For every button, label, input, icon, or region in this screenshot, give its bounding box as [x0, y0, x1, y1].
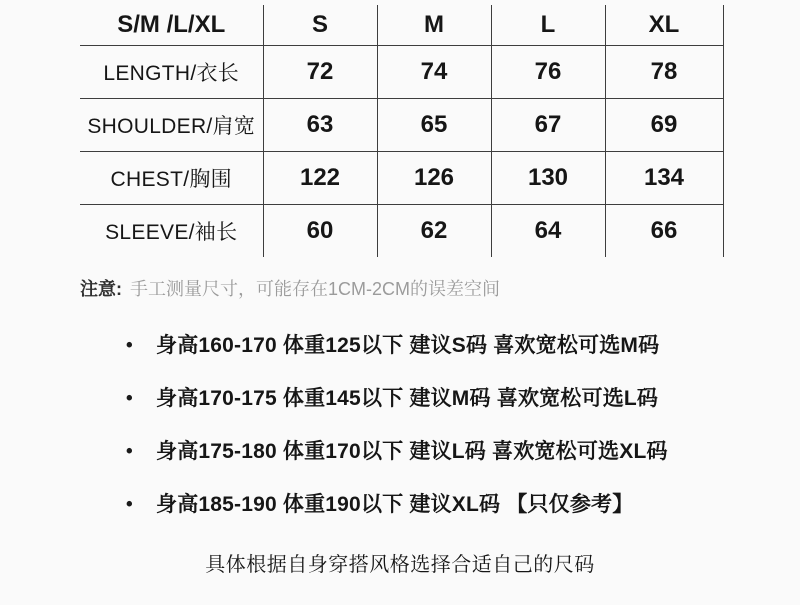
row-label-sleeve: SLEEVE/袖长	[80, 205, 263, 258]
bullet-icon: •	[126, 441, 133, 462]
bullet-icon: •	[126, 335, 133, 356]
table-header-row	[80, 5, 723, 46]
recommendation-text: 身高175-180 体重170以下 建议L码 喜欢宽松可选XL码	[156, 440, 668, 463]
size-value: 72	[263, 46, 377, 99]
footer-note: 具体根据自身穿搭风格选择合适自己的尺码	[205, 554, 595, 576]
recommendation-text: 身高170-175 体重145以下 建议M码 喜欢宽松可选L码	[156, 387, 659, 410]
column-header-s: S	[263, 5, 377, 46]
measurement-note	[80, 278, 800, 300]
bullet-icon: •	[126, 494, 133, 515]
size-value: 122	[263, 152, 377, 205]
size-value: 76	[491, 46, 605, 99]
recommendation-item	[126, 333, 800, 359]
row-label-shoulder: SHOULDER/肩宽	[80, 99, 263, 152]
note-prefix: 注意:	[80, 279, 122, 299]
row-label-chest: CHEST/胸围	[80, 152, 263, 205]
recommendation-item	[126, 492, 800, 518]
size-recommendation-list	[0, 333, 800, 518]
note-text: 手工测量尺寸，可能存在1CM-2CM的误差空间	[130, 279, 501, 299]
row-label-length: LENGTH/衣长	[80, 46, 263, 99]
recommendation-text: 身高185-190 体重190以下 建议XL码 【只仅参考】	[156, 493, 634, 516]
size-value: 78	[605, 46, 723, 99]
size-value: 69	[605, 99, 723, 152]
size-value: 60	[263, 205, 377, 258]
recommendation-text: 身高160-170 体重125以下 建议S码 喜欢宽松可选M码	[156, 334, 660, 357]
table-row-chest	[80, 152, 723, 205]
size-value: 64	[491, 205, 605, 258]
size-value: 134	[605, 152, 723, 205]
recommendation-item	[126, 439, 800, 465]
size-value: 74	[377, 46, 491, 99]
size-value: 66	[605, 205, 723, 258]
column-header-sizes: S/M /L/XL	[80, 5, 263, 46]
size-value: 130	[491, 152, 605, 205]
size-value: 65	[377, 99, 491, 152]
size-value: 63	[263, 99, 377, 152]
column-header-xl: XL	[605, 5, 723, 46]
column-header-m: M	[377, 5, 491, 46]
size-value: 67	[491, 99, 605, 152]
size-value: 62	[377, 205, 491, 258]
table-row-shoulder	[80, 99, 723, 152]
size-table	[80, 5, 724, 257]
recommendation-item	[126, 386, 800, 412]
column-header-l: L	[491, 5, 605, 46]
bullet-icon: •	[126, 388, 133, 409]
size-value: 126	[377, 152, 491, 205]
table-row-length	[80, 46, 723, 99]
table-row-sleeve	[80, 205, 723, 258]
